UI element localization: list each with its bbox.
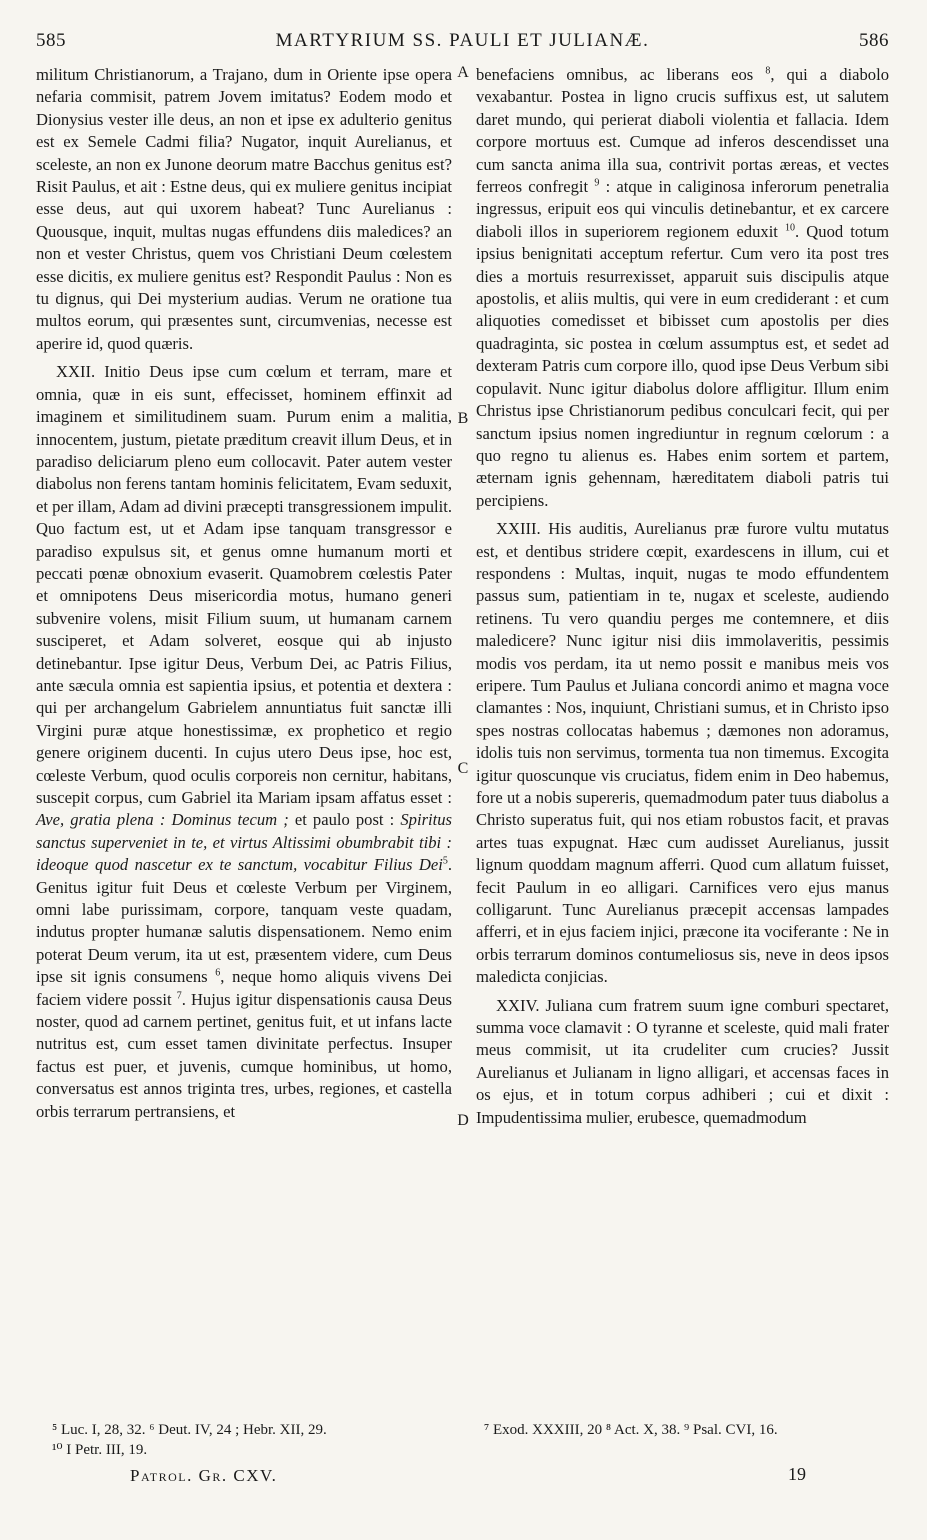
left-paragraph-1: militum Christianorum, a Trajano, dum in Oriente ipse opera nefaria commisit, patrem Jovem imitatus? Eodem modo et Dionysius vester ille deus, an non et ipse ex adulterio genitus est ex Semele Cadmi filia? Nugator, inquit Aurelianus, et sceleste, an non ex Junone deorum matre Bacchus genitus est? Risit Paulus, et ait : Estne deus, qui ex muliere genitus incipiat esse deus, aut qui uxorem habeat? Tunc Aurelianus : Quousque, inquit, multas nugas effundens diis maledices? an non et vester Christus, quem vos Christiani Deum cœlestem esse dicitis, ex muliere genitus est? Respondit Paulus : Non es tu dignus, qui Dei mysterium audias. Verum ne oratione tua multos eorum, qui præsentes sunt, circumvenias, necesse est aperire id, quod quæris. bbox=[36, 65, 452, 353]
section-22-text-d: , neque homo aliquis vivens Dei faciem videre possit bbox=[36, 967, 452, 1009]
section-22-text-c: . Genitus igitur fuit Deus et cœleste Verbum per Virginem, omni labe purissimam, corpore, tanquam veste quadam, indutus propter humanæ salutis dispensationem. Nemo enim poterat Deum verum, ita ut est, præsentem videre, cum Deus ipse sit ignis consumens bbox=[36, 855, 452, 987]
running-title: MARTYRIUM SS. PAULI ET JULIANÆ. bbox=[275, 30, 650, 51]
footnote-ref-7: 7 bbox=[176, 990, 182, 1002]
printer-signature bbox=[130, 1466, 277, 1486]
page-number-right: 586 bbox=[859, 30, 889, 51]
footnote-ref-6: 6 bbox=[215, 967, 221, 979]
quote-spiritus: Spiritus sanctus superveniet in te, et virtus Altissimi obumbrabit tibi : ideoque quod nascetur ex te sanctum, vocabitur Filius Dei bbox=[36, 810, 453, 875]
section-22-text-e: . Hujus igitur dispensationis causa Deus noster, quod ad carnem pertinet, genitus fuit, et ut infans lacte nutritus est, cum esset tamen divinitate perfectus. Insuper factus est puer, et juvenis, cumque hominibus, ut homo, conversatus est annos triginta tres, urbes, regiones, et castella orbis terrarum pertransiens, et bbox=[36, 989, 452, 1121]
right-text-a: benefaciens omnibus, ac liberans eos bbox=[476, 65, 754, 84]
footnote-ref-8: 8 bbox=[765, 65, 771, 77]
right-text-b: , qui a diabolo vexabantur. Postea in ligno crucis suffixus est, ut salutem daret mundo, qui perierat diaboli violentia et fallacia. Idem corpore mortuus est. Cumque ad inferos descendisset una cum sancta anima illa sua, contrivit portas æreas, et vectes ferreos confregit bbox=[476, 65, 889, 197]
margin-letter-d: D bbox=[457, 1112, 469, 1129]
margin-letter-c: C bbox=[457, 760, 469, 777]
right-paragraph-1 bbox=[476, 64, 889, 512]
section-22-text: XXII. Initio Deus ipse cum cœlum et terram, mare et omnia, quæ in eis sunt, effecisset, hominem effinxit ad imaginem et similitudinem suam. Purum enim a malitia, innocentem, justum, pietate præditum creavit illum Deus, et in paradiso deliciarum pleno eum collocavit. Pater autem vester diabolus non ferens tantam hominis felicitatem, Evam seduxit, et per illam, Adam ad divini præcepti transgressionem impulit. Quo factum est, ut et Adam ipse tanquam transgressor e paradiso expulsus sit, et genus omne humanum morti et peccati pœnæ obnoxium evaserit. Quamobrem cœlestis Pater et omnipotens Deus misericordia motus, humano generi subvenire volens, misit Filium suum, ut humanam carnem susciperet, et Adam solveret, eosque qui ab injusto detinebantur. Ipse igitur Deus, Verbum Dei, ac Patris Filius, ante sæcula omnia est sapientia ipsius, et potentia et dextera : qui per archangelum Gabrielem annuntiatus fuit sanctæ illi Virgini puræ atque honestissimæ, ex prophetico et regio genere originem ducenti. In cujus utero Deus ipse, hoc est, cœleste Verbum, quod oculis corporeis non cernitur, habitans, suscepit corpus, cum Gabriel ita Mariam ipsam affatus esset : bbox=[36, 362, 452, 807]
left-column bbox=[36, 64, 452, 1123]
signature-number: 19 bbox=[788, 1464, 806, 1484]
footnote-line-1: ⁵ Luc. I, 28, 32. ⁶ Deut. IV, 24 ; Hebr. XII, 29. bbox=[52, 1422, 327, 1438]
section-22-text-b: et paulo post : bbox=[294, 810, 395, 830]
footnote-line-3: ⁷ Exod. XXXIII, 20 ⁸ Act. X, 38. ⁹ Psal. CVI, 16. bbox=[484, 1422, 778, 1438]
footnote-ref-10: 10 bbox=[785, 222, 796, 234]
margin-letter-a: A bbox=[457, 64, 469, 81]
footnote-ref-9: 9 bbox=[594, 177, 600, 189]
left-paragraph-2 bbox=[36, 361, 452, 1123]
right-text-c: : atque in caliginosa inferorum penetralia ingressus, eripuit eos qui vinculis detinebantur, et ex carcere diaboli illos in superiorem regionem eduxit bbox=[476, 177, 890, 241]
margin-letter-b: B bbox=[457, 410, 469, 427]
quote-ave: Ave, gratia plena : Dominus tecum ; bbox=[36, 810, 289, 830]
signature-text: Patrol. Gr. CXV. bbox=[130, 1466, 278, 1485]
footnotes-left bbox=[52, 1420, 462, 1460]
right-column bbox=[476, 64, 889, 1129]
right-paragraph-3: XXIV. Juliana cum fratrem suum igne comburi spectaret, summa voce clamavit : O tyranne et sceleste, quid mali frater meus commisit, ut ita crudeliter cum crucies? Jussit Aurelianus et Julianam in ligno alligari, et accensas faces in os ejus, et in totum corpus adhiberi ; cui et dixit : Impudentissima mulier, erubesce, quemadmodum bbox=[476, 995, 889, 1127]
right-text-d: . Quod totum ipsius benignitati acceptum refertur. Cum vero ita post tres dies a mortuis resurrexisset, apparuit suis discipulis atque apostolis, et aliis multis, qui vere in eum crediderant : et cum aliquoties comedisset et bibisset cum apostolis per dies quadraginta, sic postea in cœlum assumptus est, et sedet ad dexteram Patris cum corpore illo, quod ipse Deus Verbum sibi copulavit. Nunc igitur diabolus dolore affligitur. Illum enim Christus ipse Christianorum pedibus conculcari fecit, qui per sanctum ipsius nomen ingrediuntur in regnum cœlorum : a quo regno tu alienus es. Habes enim sortem et partem, æternam ignis gehennam, hæreditatem diaboli patris tui percipiens. bbox=[476, 221, 889, 510]
footnote-line-2: ¹⁰ I Petr. III, 19. bbox=[52, 1442, 148, 1458]
running-header bbox=[36, 30, 889, 58]
page-number-left: 585 bbox=[36, 30, 66, 51]
footnote-ref-5: 5 bbox=[442, 855, 448, 867]
right-paragraph-2: XXIII. His auditis, Aurelianus præ furore vultu mutatus est, et dentibus stridere cœpit, exardescens in illum, cui et respondens : Multas, inquit, nugas te modo effundentem passus sum, patientiam in te, nugax et sceleste, audiendo retinens. Tu vero quandiu perges me contemnere, et diis maledicere? Nunc igitur nisi diis immolaveritis, pessimis modis vos perdam, ita ut nemo possit e manibus meis vos eripere. Tum Paulus et Juliana concordi animo et magna voce clamantes : Nos, inquiunt, Christiani sumus, et in Christo ipso spes nostras collocatas habemus ; dæmones non adoramus, idolis tuis non servimus, tormenta tua non timemus. Excogita igitur quoscunque vis cruciatus, fidem enim in Deo habemus, fore ut a nobis supereris, quemadmodum pater tuus diabolus a Christo superatus fuit, qui nos etiam robustos facit, et pravas artes tuas expugnat. Hæc cum audisset Aurelianus, jussit lignum quoddam magnum afferri. Quod cum allatum fuisset, fecit Paulum in eo alligari. Carnifices vero ejus manus colligarunt. Tunc Aurelianus præcepit accensas lampades afferri, et in ejus faciem injici, præcone ita vociferante : Ne in orbis terrarum dominos contumeliosus sis, neve in deos ipsos maledicta conjicias. bbox=[476, 519, 889, 987]
footnotes-right bbox=[484, 1420, 894, 1440]
